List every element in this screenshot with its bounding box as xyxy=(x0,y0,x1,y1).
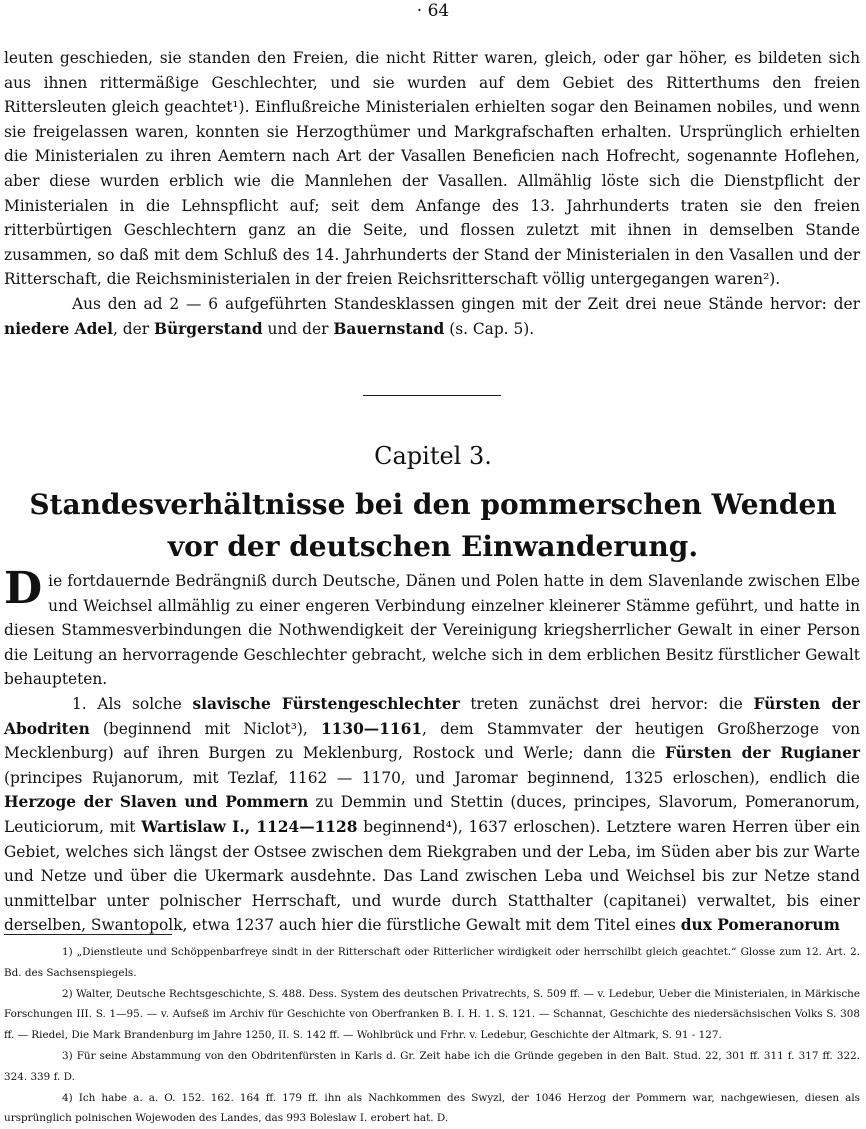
paragraph-bedraengniss: Die fortdauernde Bedrängniß durch Deutsche, Dänen und Polen hatte in dem Slavenlande zwischen Elbe und Weichsel allmählig zu einer engeren Verbindung einzelner kleinerer Stämme geführt, und hatte in diesen Stammesverbindungen die Nothwendigkeit der Vereinigung kriegsherrlicher Gewalt in einer Person die Leitung an hervorragende Geschlechter gebracht, welche sich in dem erblichen Besitz fürstlicher Gewalt behaupteten. xyxy=(4,563,860,689)
drop-cap: D xyxy=(4,563,43,614)
footnotes xyxy=(4,942,860,1129)
paragraph-fuerstengeschlechter: 1. Als solche slavische Fürstengeschlechter treten zunächst drei hervor: die Fürsten der Abodriten (beginnend mit Niclot³), 1130—1161, dem Stammvater der heutigen Großherzoge von Mecklenburg) auf ihren Burgen zu Meklenburg, Rostock und Werle; dann die Fürsten der Rugianer (principes Rujanorum, mit Tezlaf, 1162 — 1170, und Jaromar beginnend, 1325 erloschen), endlich die Herzoge der Slaven und Pommern zu Demmin und Stettin (duces, principes, Slavorum, Pomeranorum, Leuticiorum, mit Wartislaw I., 1124—1128 beginnend⁴), 1637 erloschen). Letztere waren Herren über ein Gebiet, welches sich längst der Ostsee zwischen dem Riekgraben und der Leba, im Süden aber bis zur Warte und Netze und über die Ukermark ausdehnte. Das Land zwischen Leba und Weichsel bis zur Netze stand unmittelbar unter polnischer Herrschaft, und wurde durch Statthalter (capitanei) verwaltet, bis einer derselben, Swantopolk, etwa 1237 auch hier die fürstliche Gewalt mit dem Titel eines dux Pomeranorum xyxy=(4,694,860,935)
section-2-text xyxy=(4,563,860,938)
footnote-4: 4) Ich habe a. a. O. 152. 162. 164 ff. 179 ff. ihn als Nachkommen des Swyzl, der 1046 Herzog der Pommern war, nachgewiesen, diesen als ursprünglich polnischen Wojewoden des Landes, das 993 Boleslaw I. erobert hat. D. xyxy=(4,1091,860,1125)
footnote-1: 1) „Dienstleute und Schöppenbarfreye sindt in der Ritterschaft oder Ritterlicher wirdigkeit oder herrschilbt gleich geachtet.“ Glosse zum 12. Art. 2. Bd. des Sachsenspiegels. xyxy=(4,946,860,979)
footnote-3: 3) Für seine Abstammung von den Obdritenfürsten in Karls d. Gr. Zeit habe ich die Gründe gegeben in den Balt. Stud. 22, 301 ff. 311 f. 317 ff. 322. 324. 339 f. D. xyxy=(4,1049,860,1083)
term-buergerstand: Bürgerstand xyxy=(153,319,263,338)
term-bauernstand: Bauernstand xyxy=(333,319,445,338)
footnote-2: 2) Walter, Deutsche Rechtsgeschichte, S. 488. Dess. System des deutschen Privatrechts, S. 509 ff. — v. Ledebur, Ueber die Ministerialen, in Märkische Forschungen III. S. 1—95. — v. Aufseß im Archiv für Geschichte von Oberfranken B. I. H. 1. S. 121. — Schannat, Geschichte des niedersächsischen Volks S. 308 ff. — Riedel, Die Mark Brandenburg im Jahre 1250, II. S. 142 ff. — Wohlbrück und Frhr. v. Ledebur, Geschichte der Altmark, S. 91 - 127. xyxy=(4,987,860,1042)
paragraph-standesklassen: Aus den ad 2 — 6 aufgeführten Standesklassen gingen mit der Zeit drei neue Stände hervor: der niedere Adel, der Bürgerstand und der Bauernstand (s. Cap. 5). xyxy=(4,294,860,338)
term-niedere-adel: niedere Adel xyxy=(4,319,113,338)
page-number: · 64 xyxy=(416,1,450,21)
footnote-divider xyxy=(4,934,172,935)
chapter-title: Standesverhältnisse bei den pommerschen Wenden vor der deutschen Einwanderung. xyxy=(29,488,837,563)
section-1-text xyxy=(4,46,860,341)
chapter-label: Capitel 3. xyxy=(374,442,492,470)
section-divider xyxy=(363,395,501,396)
paragraph-ministerialen: leuten geschieden, sie standen den Freien, die nicht Ritter waren, gleich, oder gar höher, es bildeten sich aus ihnen rittermäßige Geschlechter, und sie wurden auf dem Gebiet des Ritterthums den freien Rittersleuten gleich geachtet¹). Einflußreiche Ministerialen erhielten sogar den Beinamen nobiles, und wenn sie freigelassen waren, konnten sie Herzogthümer und Markgrafschaften erhalten. Ursprünglich erhielten die Ministerialen zu ihren Aemtern nach Art der Vasallen Beneficien nach Hofrecht, sogenannte Hoflehen, aber diese wurden erblich wie die Mannlehen der Vasallen. Allmählig löste sich die Dienstpflicht der Ministerialen in die Lehnspflicht auf; seit dem Anfange des 13. Jahrhunderts traten sie den freien ritterbürtigen Geschlechtern ganz an die Seite, und flossen zuletzt mit ihnen in demselben Stande zusammen, so daß mit dem Schluß des 14. Jahrhunderts der Stand der Ministerialen in den Vasallen und der Ritterschaft, die Reichsministerialen in der freien Reichsritterschaft völlig untergegangen waren²). xyxy=(4,49,860,289)
